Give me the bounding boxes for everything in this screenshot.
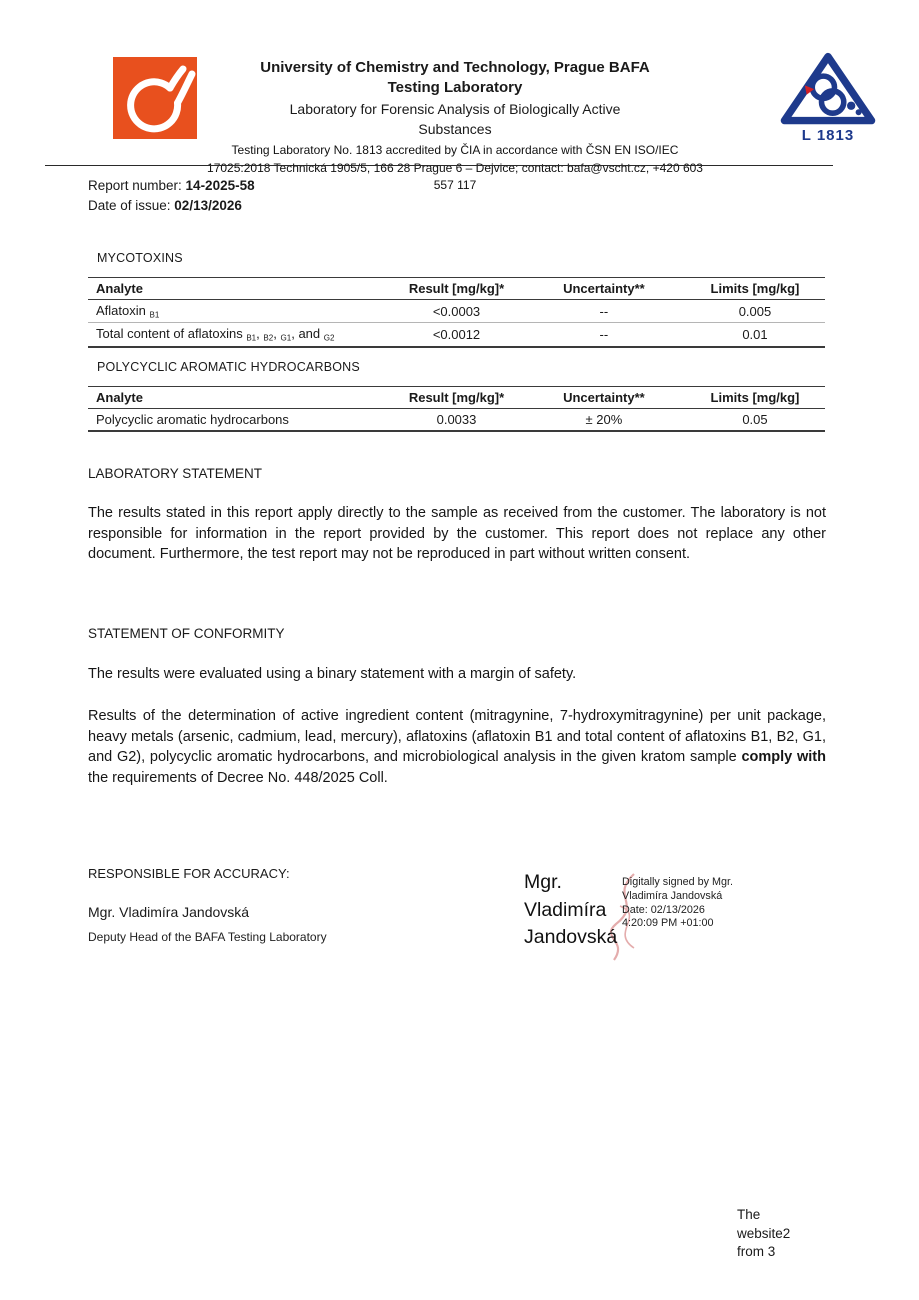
digital-signature-name xyxy=(524,869,617,952)
accreditation-line1: Testing Laboratory No. 1813 accredited by ČIA in accordance with ČSN EN ISO/IEC xyxy=(231,143,679,157)
uct-prague-logo xyxy=(113,57,197,139)
table-header-row xyxy=(88,278,825,300)
cia-triangle-icon xyxy=(776,52,880,128)
accreditation-line3: 557 117 xyxy=(433,178,477,192)
digital-signature-name-line: Mgr. xyxy=(524,871,562,893)
limit-cell: 0.05 xyxy=(742,412,768,427)
conformity-heading: STATEMENT OF CONFORMITY xyxy=(88,626,285,641)
responsible-person-title: Deputy Head of the BAFA Testing Laboratory xyxy=(88,930,327,944)
conformity-paragraph2-prefix: Results of the determination of active ingredient content (mitragynine, 7-hydroxymitragynine) per unit package, heavy metals (arsenic, cadmium, lead, mercury), aflatoxins (aflatoxin B1 and total content of aflatoxins B1, B2, G1, and G2), polycyclic aromatic hydrocarbons, and microbiological analysis in the given kratom sample xyxy=(88,708,826,766)
analyte-cell: Aflatoxin $_{B1}$ xyxy=(88,300,390,323)
column-header-result: Result [mg/kg]* xyxy=(390,387,523,409)
column-header-uncertainty: Uncertainty** xyxy=(523,278,685,300)
column-header-result: Result [mg/kg]* xyxy=(390,278,523,300)
digital-signature-name-line: Jandovská xyxy=(524,926,618,948)
mycotoxins-table xyxy=(88,277,825,348)
responsible-for-accuracy-label: RESPONSIBLE FOR ACCURACY: xyxy=(88,866,290,881)
column-header-limits: Limits [mg/kg] xyxy=(685,278,825,300)
accreditation-line2: 17025:2018 Technická 1905/5, 166 28 Prague 6 – Dejvice; contact: bafa@vscht.cz, +420 603 xyxy=(207,160,703,175)
result-cell: <0.0003 xyxy=(390,300,523,323)
table-row xyxy=(88,300,825,323)
column-header-limits: Limits [mg/kg] xyxy=(685,387,825,409)
date-of-issue-value: 02/13/2026 xyxy=(174,197,242,213)
table-row xyxy=(88,409,825,432)
laboratory-statement-heading: LABORATORY STATEMENT xyxy=(88,466,263,481)
date-of-issue-label: Date of issue: xyxy=(88,197,175,213)
digital-signature-details xyxy=(622,876,733,931)
report-header xyxy=(195,58,715,195)
uct-flask-icon xyxy=(113,57,197,139)
digital-signature-name-line: Vladimíra xyxy=(524,898,607,921)
page-indicator xyxy=(737,1206,790,1262)
pah-section-title: POLYCYCLIC AROMATIC HYDROCARBONS xyxy=(97,360,360,374)
conformity-paragraph2 xyxy=(88,706,826,788)
report-meta xyxy=(88,176,255,215)
cia-accreditation-logo xyxy=(772,52,884,144)
date-of-issue-row xyxy=(88,196,255,216)
org-name-line2: Testing Laboratory xyxy=(387,79,523,96)
report-number-row xyxy=(88,176,255,196)
pah-table xyxy=(88,386,825,432)
report-number-value: 14-2025-58 xyxy=(185,178,255,193)
column-header-analyte: Analyte xyxy=(88,278,390,300)
column-header-analyte: Analyte xyxy=(88,387,390,409)
org-name-line1: University of Chemistry and Technology, Prague BAFA xyxy=(260,59,650,76)
page-indicator-line: The xyxy=(737,1207,761,1222)
digital-signature-detail-line: Digitally signed by Mgr. xyxy=(622,876,734,888)
limit-cell: 0.005 xyxy=(685,300,825,323)
digital-signature-detail-line: Vladimíra Jandovská xyxy=(622,889,723,902)
lab-name-line2: Substances xyxy=(418,121,492,137)
uncertainty-cell: ± 20% xyxy=(585,412,623,427)
uncertainty-cell: -- xyxy=(523,300,685,323)
page-indicator-line: from 3 xyxy=(737,1244,776,1259)
limit-cell: 0.01 xyxy=(742,327,768,343)
analyte-cell: Polycyclic aromatic hydrocarbons xyxy=(96,412,289,427)
cia-accreditation-number: L 1813 xyxy=(801,127,855,144)
result-cell: <0.0012 xyxy=(432,327,481,343)
column-header-uncertainty: Uncertainty** xyxy=(523,387,685,409)
result-cell: 0.0033 xyxy=(436,412,477,427)
lab-name-line1: Laboratory for Forensic Analysis of Biologically Active xyxy=(289,101,621,117)
conformity-paragraph1: The results were evaluated using a binary statement with a margin of safety. xyxy=(88,666,577,682)
analyte-cell: Total content of aflatoxins $_{B1}$, $_{B2}$, $_{G1}$, and $_{G2}$ xyxy=(96,326,335,343)
digital-signature-detail-line: 4:20:09 PM +01:00 xyxy=(622,917,714,930)
table-row xyxy=(88,323,825,347)
mycotoxins-section-title: MYCOTOXINS xyxy=(97,251,183,265)
conformity-verdict: comply with xyxy=(741,749,826,766)
header-divider xyxy=(45,165,833,166)
table-header-row xyxy=(88,387,825,409)
laboratory-statement-paragraph: The results stated in this report apply directly to the sample as received from the customer. The laboratory is not responsible for information in the report provided by the customer. This report does not replace any other document. Furthermore, the test report may not be reproduced in part without written consent. xyxy=(88,505,826,563)
uncertainty-cell: -- xyxy=(599,327,609,343)
responsible-person-name: Mgr. Vladimíra Jandovská xyxy=(88,904,250,920)
report-number-label: Report number: xyxy=(88,178,186,193)
digital-signature-detail-line: Date: 02/13/2026 xyxy=(622,903,705,916)
conformity-paragraph2-suffix: the requirements of Decree No. 448/2025 Coll. xyxy=(88,769,388,786)
page-indicator-line: website2 xyxy=(737,1225,791,1241)
